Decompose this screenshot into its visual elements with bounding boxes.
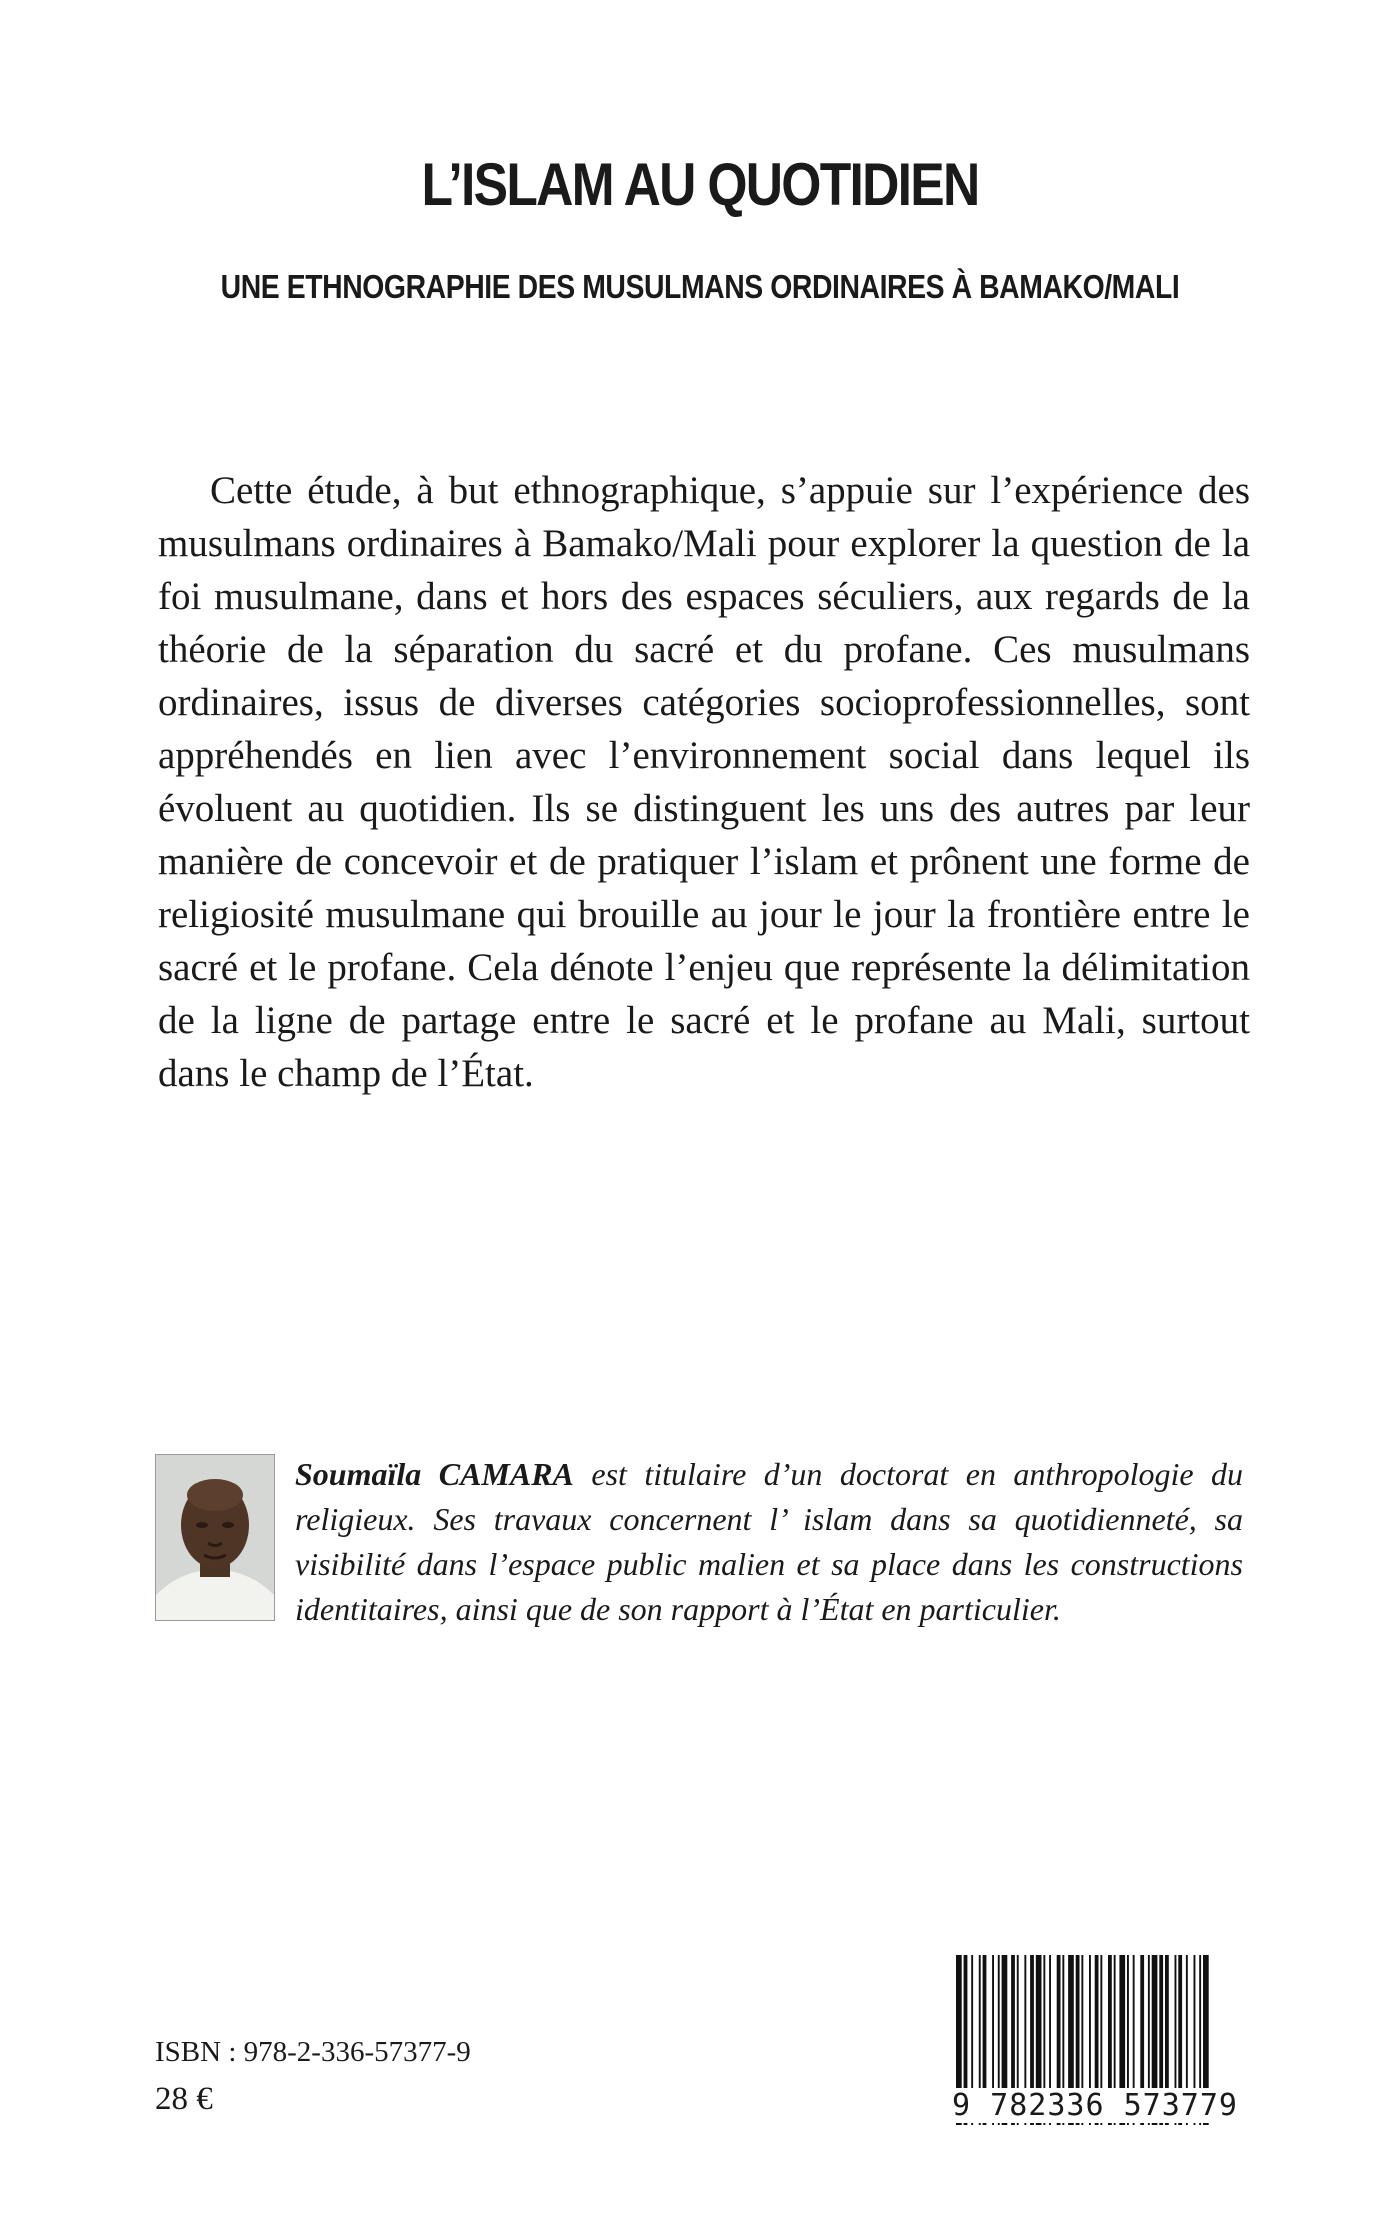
author-name: Soumaïla CAMARA: [295, 1456, 574, 1492]
book-summary: Cette étude, à but ethnographique, s’appuie sur l’expérience des musulmans ordinaires à Bamako/Mali pour explorer la question de la foi musulmane, dans et hors des espaces séculiers, aux regards de la théorie de la séparation du sacré et du profane. Ces musulmans ordinaires, issus de diverses catégories socioprofessionnelles, sont appréhendés en lien avec l’environnement social dans lequel ils évoluent au quotidien. Ils se distinguent les uns des autres par leur manière de concevoir et de pratiquer l’islam et prônent une forme de religiosité musulmane qui brouille au jour le jour la frontière entre le sacré et le profane. Cela dénote l’enjeu que représente la délimitation de la ligne de partage entre le sacré et le profane au Mali, surtout dans le champ de l’État.: [158, 469, 1250, 1095]
price: 28 €: [155, 2081, 213, 2117]
book-subtitle: UNE ETHNOGRAPHIE DES MUSULMANS ORDINAIRES À BAMAKO/MALI: [220, 268, 1180, 305]
author-bio: [295, 1452, 1243, 1632]
author-bio-text: est titulaire d’un doctorat en anthropologie du religieux. Ses travaux concernent l’ islam dans sa quotidienneté, sa visibilité dans l’espace public malien et sa place dans les constructions identitaires, ainsi que de son rapport à l’État en particulier.: [295, 1456, 1244, 1627]
barcode-digits: 9 782336 573779: [950, 2088, 1240, 2123]
isbn: ISBN : 978-2-336-57377-9: [155, 2036, 471, 2068]
author-portrait-icon: [156, 1455, 274, 1620]
book-title: L’ISLAM AU QUOTIDIEN: [421, 151, 979, 218]
author-photo: [155, 1454, 275, 1621]
